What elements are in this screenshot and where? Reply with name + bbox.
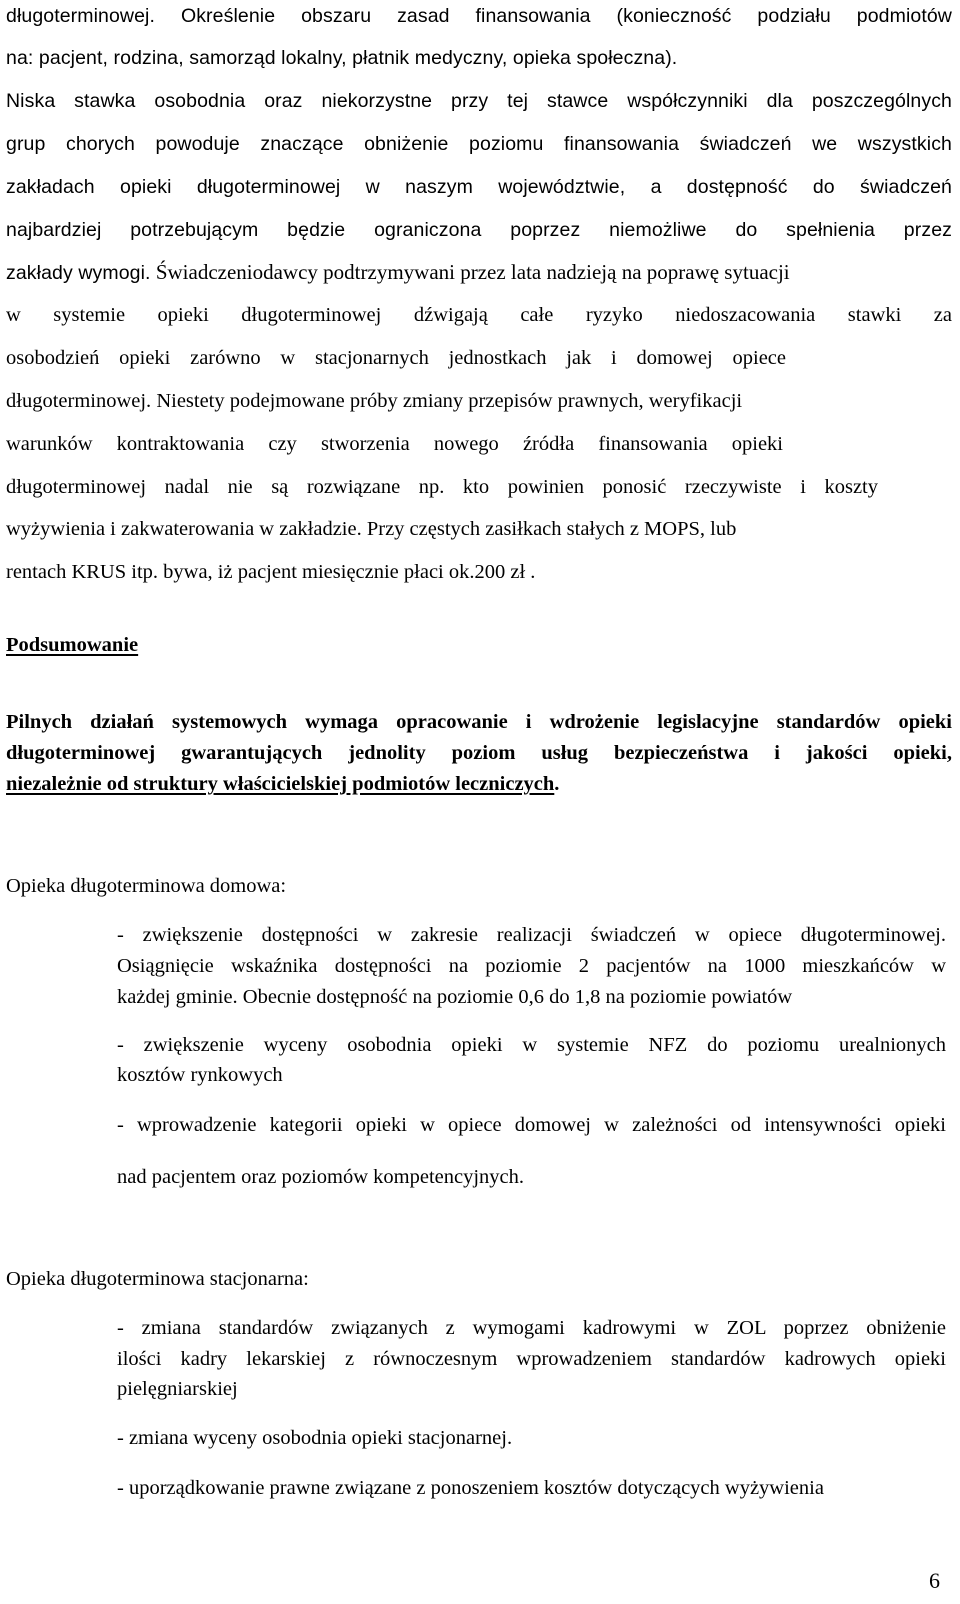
page-number: 6 bbox=[929, 1568, 940, 1593]
home-care-item-line: nad pacjentem oraz poziomów kompetencyjnych. bbox=[117, 1166, 525, 1188]
body-text-line: rentach KRUS itp. bywa, iż pacjent miesięcznie płaci ok.200 zł . bbox=[6, 561, 536, 583]
body-text-line: warunków kontraktowania czy stworzenia nowego źródła finansowania opieki bbox=[6, 433, 783, 455]
home-care-item-line: każdej gminie. Obecnie dostępność na poziomie 0,6 do 1,8 na poziomie powiatów bbox=[117, 986, 793, 1008]
summary-underlined-text: niezależnie od struktury właścicielskiej podmiotów leczniczych bbox=[6, 773, 555, 795]
body-text-line: osobodzień opieki zarówno w stacjonarnych jednostkach jak i domowej opiece bbox=[6, 347, 786, 369]
stationary-care-heading: Opieka długoterminowa stacjonarna: bbox=[6, 1268, 309, 1290]
body-text-line: najbardziej potrzebującym będzie ograniczona poprzez niemożliwe do spełnienia przez bbox=[6, 219, 952, 241]
body-text-fragment: Niestety podejmowane próby zmiany przepisów prawnych, weryfikacji bbox=[151, 390, 743, 412]
body-text-line: Niska stawka osobodnia oraz niekorzystne przy tej stawce współczynniki dla poszczególnych bbox=[6, 90, 952, 112]
body-text-line: w systemie opieki długoterminowej dźwigają całe ryzyko niedoszacowania stawki za bbox=[6, 304, 952, 326]
body-text-line bbox=[6, 259, 952, 286]
body-text-line bbox=[6, 388, 952, 414]
home-care-heading: Opieka długoterminowa domowa: bbox=[6, 875, 287, 897]
body-text-line: na: pacjent, rodzina, samorząd lokalny, płatnik medyczny, opieka społeczna). bbox=[6, 47, 678, 69]
body-text-line bbox=[6, 516, 736, 542]
body-text-fragment: Przy częstych zasiłkach stałych z MOPS, lub bbox=[361, 518, 737, 540]
summary-period: . bbox=[554, 773, 560, 795]
stationary-care-item-line: - zmiana wyceny osobodnia opieki stacjonarnej. bbox=[117, 1427, 513, 1449]
body-text-fragment: Świadczeniodawcy podtrzymywani przez lata nadzieją na poprawę sytuacji bbox=[150, 260, 790, 284]
body-text-fragment: zakłady wymogi. bbox=[6, 262, 151, 284]
summary-heading: Podsumowanie bbox=[6, 634, 139, 656]
stationary-care-item-line: - zmiana standardów związanych z wymogami kadrowymi w ZOL poprzez obniżenie bbox=[117, 1317, 946, 1339]
body-text-line: długoterminowej nadal nie są rozwiązane np. kto powinien ponosić rzeczywiste i koszty bbox=[6, 476, 878, 498]
summary-text-line: Pilnych działań systemowych wymaga opracowanie i wdrożenie legislacyjne standardów opieki bbox=[6, 711, 952, 733]
stationary-care-item-line: ilości kadry lekarskiej z równoczesnym wprowadzeniem standardów kadrowych opieki bbox=[117, 1348, 946, 1370]
stationary-care-item-line: pielęgniarskiej bbox=[117, 1378, 238, 1400]
home-care-item-line: kosztów rynkowych bbox=[117, 1064, 283, 1086]
body-text-line: grup chorych powoduje znaczące obniżenie poziomu finansowania świadczeń we wszystkich bbox=[6, 133, 952, 155]
body-text-line: długoterminowej. Określenie obszaru zasad finansowania (konieczność podziału podmiotów bbox=[6, 5, 952, 27]
home-care-item-line: - wprowadzenie kategorii opieki w opiece domowej w zależności od intensywności opieki bbox=[117, 1114, 946, 1136]
summary-text-line bbox=[6, 771, 559, 797]
home-care-item-line: - zwiększenie wyceny osobodnia opieki w systemie NFZ do poziomu urealnionych bbox=[117, 1034, 946, 1056]
home-care-item-line: Osiągnięcie wskaźnika dostępności na poziomie 2 pacjentów na 1000 mieszkańców w bbox=[117, 955, 946, 977]
body-text-fragment: długoterminowej. bbox=[6, 390, 152, 412]
home-care-item-line: - zwiększenie dostępności w zakresie realizacji świadczeń w opiece długoterminowej. bbox=[117, 924, 946, 946]
body-text-line: zakładach opieki długoterminowej w naszym województwie, a dostępność do świadczeń bbox=[6, 176, 952, 198]
stationary-care-item-line: - uporządkowanie prawne związane z ponoszeniem kosztów dotyczących wyżywienia bbox=[117, 1477, 824, 1499]
summary-text-line: długoterminowej gwarantujących jednolity poziom usług bezpieczeństwa i jakości opieki, bbox=[6, 742, 952, 764]
body-text-fragment: wyżywienia i zakwaterowania w zakładzie. bbox=[6, 518, 362, 540]
